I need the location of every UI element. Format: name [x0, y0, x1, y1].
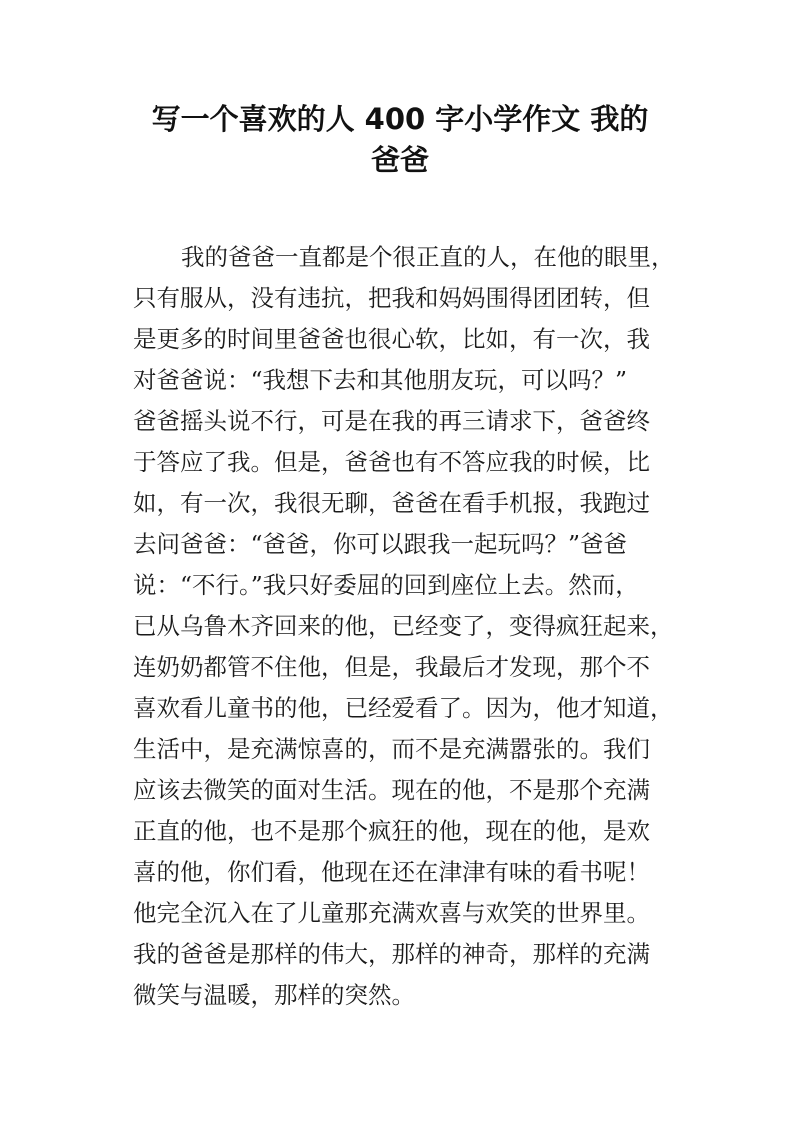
paragraph-line: 微笑与温暖，那样的突然。 [133, 981, 415, 1009]
paragraph-line: 说：“不行。”我只好委屈的回到座位上去。然而， [133, 571, 639, 599]
paragraph-line: 去问爸爸：“爸爸，你可以跟我一起玩吗？”爸爸 [133, 530, 628, 558]
paragraph-line: 我的爸爸是那样的伟大，那样的神奇，那样的充满 [133, 940, 650, 968]
paragraph-line: 他完全沉入在了儿童那充满欢喜与欢笑的世界里。 [133, 899, 650, 927]
paragraph-line: 对爸爸说：“我想下去和其他朋友玩，可以吗？” [133, 366, 628, 394]
document-title [100, 97, 700, 179]
paragraph-line: 正直的他，也不是那个疯狂的他，现在的他，是欢 [133, 817, 650, 845]
paragraph-line: 连奶奶都管不住他，但是，我最后才发现，那个不 [133, 653, 650, 681]
paragraph-line: 于答应了我。但是，爸爸也有不答应我的时候，比 [133, 448, 650, 476]
paragraph-line: 喜欢看儿童书的他，已经爱看了。因为，他才知道， [133, 694, 674, 722]
paragraph-line: 已从乌鲁木齐回来的他，已经变了，变得疯狂起来， [133, 612, 674, 640]
title-line-1: 写一个喜欢的人 400 字小学作文 我的 [151, 102, 649, 136]
paragraph-line: 应该去微笑的面对生活。现在的他，不是那个充满 [133, 776, 650, 804]
title-line-2: 爸爸 [370, 143, 429, 177]
paragraph-line: 我的爸爸一直都是个很正直的人，在他的眼里， [181, 243, 675, 271]
paragraph-line: 如，有一次，我很无聊，爸爸在看手机报，我跑过 [133, 489, 650, 517]
paragraph-line: 生活中，是充满惊喜的，而不是充满嚣张的。我们 [133, 735, 650, 763]
paragraph-line: 爸爸摇头说不行，可是在我的再三请求下，爸爸终 [133, 407, 650, 435]
paragraph-line: 只有服从，没有违抗，把我和妈妈围得团团转，但 [133, 284, 650, 312]
essay-paragraph [133, 237, 673, 1016]
paragraph-line: 喜的他，你们看，他现在还在津津有味的看书呢！ [133, 858, 650, 886]
paragraph-line: 是更多的时间里爸爸也很心软，比如，有一次，我 [133, 325, 650, 353]
